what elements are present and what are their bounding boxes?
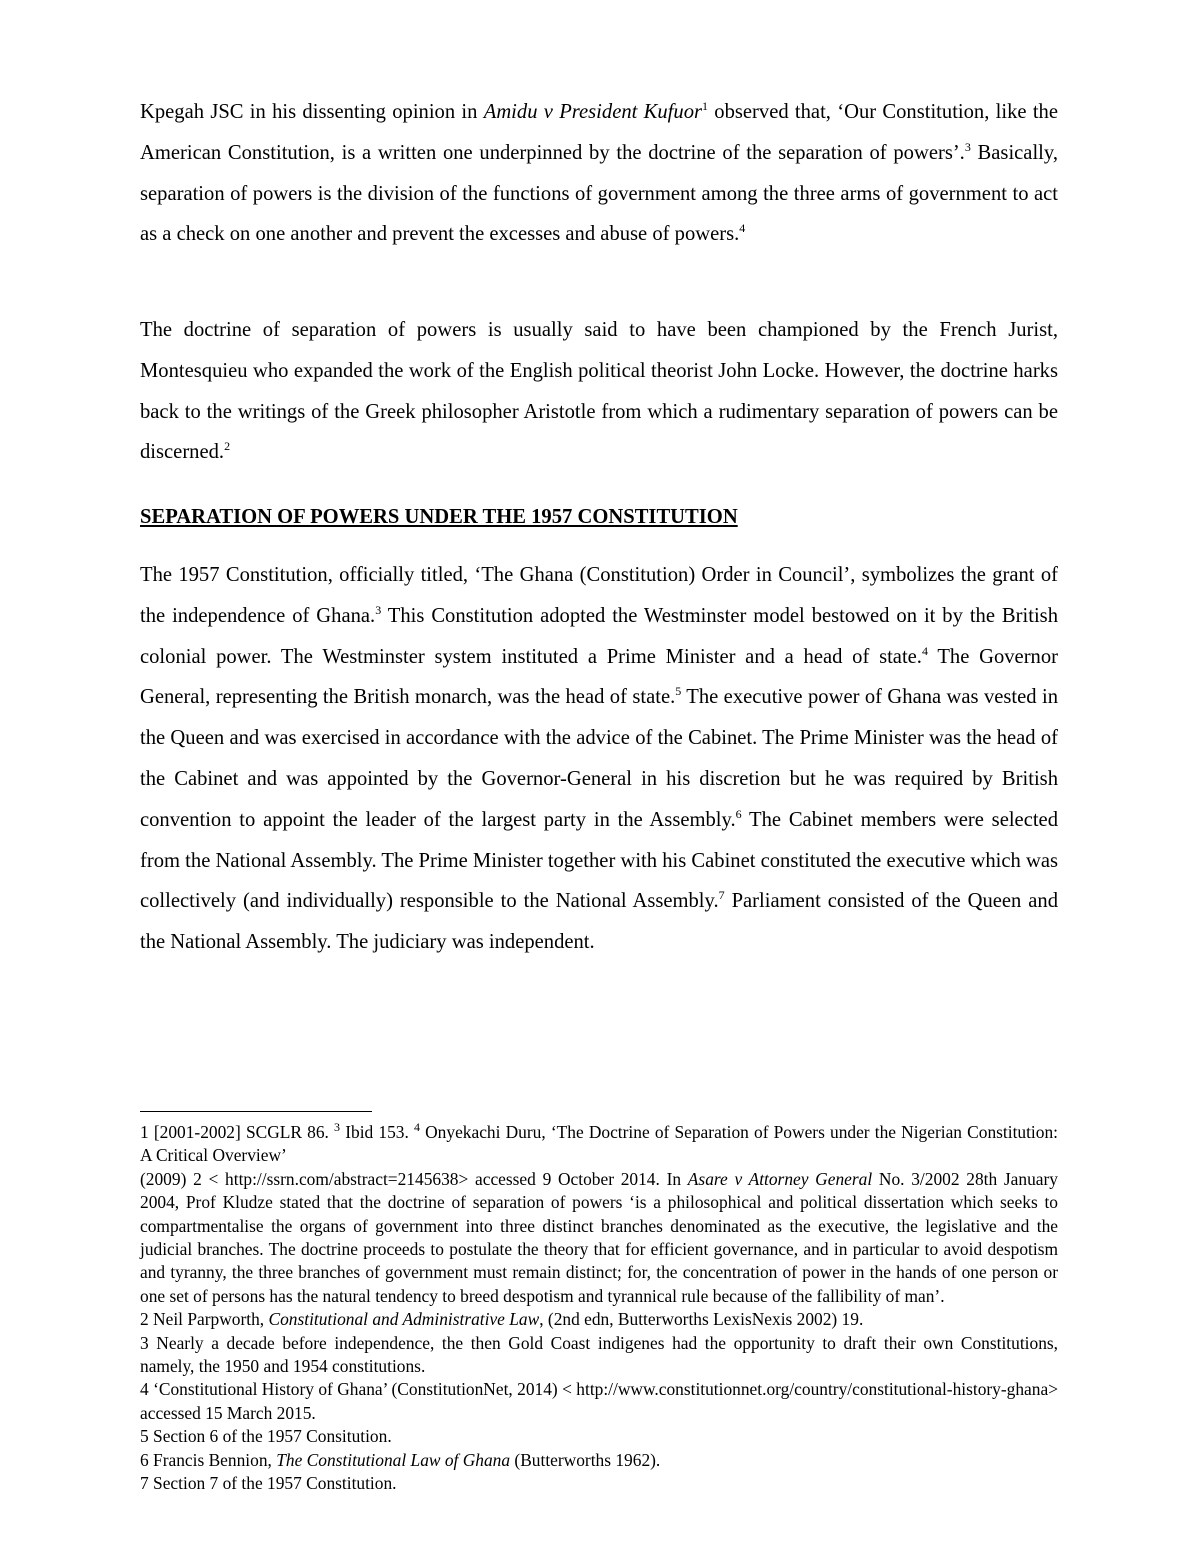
book-title: The Constitutional Law of Ghana bbox=[276, 1449, 511, 1470]
case-name: Amidu v President Kufuor bbox=[483, 101, 703, 123]
footnote-3: 3 Nearly a decade before independence, the then Gold Coast indigenes had the opportunity to draft their own Constitutions, namely, the 1950 and 1954 constitutions. bbox=[140, 1332, 1058, 1377]
case-name: Asare v Attorney General bbox=[687, 1168, 873, 1189]
footnote-1 bbox=[140, 1121, 1058, 1168]
footnote-ref[interactable]: 6 bbox=[735, 806, 742, 821]
text-span: Ibid 153. bbox=[340, 1122, 414, 1142]
footnote-separator bbox=[140, 1111, 372, 1112]
paragraph-1957-constitution bbox=[140, 555, 1058, 963]
footnote-2 bbox=[140, 1308, 1058, 1331]
text-span: (2009) 2 < http://ssrn.com/abstract=2145638> accessed 9 October 2014. In bbox=[140, 1168, 688, 1189]
text-span: Parliament consisted of the Queen and the National Assembly. The judiciary was independent. bbox=[140, 890, 1058, 954]
footnote-ref[interactable]: 3 bbox=[375, 602, 382, 617]
text-span: (Butterworths 1962). bbox=[510, 1449, 661, 1470]
footnote-ref[interactable]: 5 bbox=[675, 684, 682, 699]
footnote-7: 7 Section 7 of the 1957 Constitution. bbox=[140, 1473, 397, 1494]
footnote-4: 4 ‘Constitutional History of Ghana’ (ConstitutionNet, 2014) < http://www.constitutionnet.org/country/constitutional-history-ghana> accessed 15 March 2015. bbox=[140, 1379, 1058, 1423]
text-span: This Constitution adopted the Westminster model bestowed on it by the British colonial power. The Westminster system instituted a Prime Minister and a head of state. bbox=[140, 604, 1058, 668]
footnote-6 bbox=[140, 1449, 1058, 1472]
footnote-ref[interactable]: 4 bbox=[739, 221, 746, 236]
text-span: 2 Neil Parpworth, bbox=[140, 1309, 269, 1330]
paragraph-history bbox=[140, 310, 1058, 473]
text-span: Onyekachi Duru, ‘The Doctrine of Separation of Powers under the Nigerian Constitution: A Critical Overview’ bbox=[140, 1122, 1058, 1166]
book-title: Constitutional and Administrative Law bbox=[268, 1309, 540, 1330]
footnote-ref: 4 bbox=[413, 1120, 420, 1135]
footnotes-section bbox=[140, 1121, 1058, 1496]
footnote-5: 5 Section 6 of the 1957 Consitution. bbox=[140, 1426, 392, 1447]
footnote-ref[interactable]: 2 bbox=[224, 439, 231, 454]
text-span: The 1957 Constitution, officially titled, ‘The Ghana (Constitution) Order in Council’, symbolizes the grant of the independence of Ghana. bbox=[140, 564, 1058, 627]
text-span: 1 [2001-2002] SCGLR 86. bbox=[140, 1122, 335, 1142]
paragraph-intro bbox=[140, 92, 1058, 255]
text-span: Kpegah JSC in his dissenting opinion in bbox=[140, 101, 484, 123]
text-span: The executive power of Ghana was vested in the Queen and was exercised in accordance with the advice of the Cabinet. The Prime Minister was the head of the Cabinet and was appointed by the Governor-General in his discretion but he was required by British convention to appoint the leader of the largest party in the Assembly. bbox=[140, 686, 1058, 831]
section-heading: SEPARATION OF POWERS UNDER THE 1957 CONSTITUTION bbox=[140, 506, 738, 528]
text-span: No. 3/2002 28th January 2004, Prof Kludze stated that the doctrine of separation of powers ‘is a philosophical and political dissertation which seeks to compartmentalise the organs of government into three distinct branches denominated as the executive, the legislative and the judicial branches. The doctrine proceeds to postulate the theory that for efficient governance, and in particular to avoid despotism and tyranny, the three branches of government must remain distinct; for, the concentration of power in the hands of one person or one set of persons has the natural tendency to breed despotism and tyrannical rule because of the fallibility of man’. bbox=[140, 1168, 1059, 1306]
text-span: , (2nd edn, Butterworths LexisNexis 2002) 19. bbox=[539, 1309, 864, 1330]
footnote-ref[interactable]: 3 bbox=[964, 139, 971, 154]
footnote-1-continued bbox=[140, 1168, 1058, 1308]
text-span: Basically, separation of powers is the division of the functions of government among the three arms of government to act as a check on one another and prevent the excesses and abuse of powers. bbox=[140, 141, 1058, 246]
text-span: observed that, ‘Our Constitution, like the American Constitution, is a written one underpinned by the doctrine of the separation of powers’. bbox=[140, 101, 1058, 164]
text-span: 6 Francis Bennion, bbox=[140, 1449, 277, 1470]
footnote-ref: 3 bbox=[334, 1120, 341, 1135]
text-span: The Cabinet members were selected from the National Assembly. The Prime Minister together with his Cabinet constituted the executive which was collectively (and individually) responsible to the National Assembly. bbox=[140, 808, 1058, 913]
footnote-ref[interactable]: 4 bbox=[921, 643, 928, 658]
footnote-ref[interactable]: 7 bbox=[718, 888, 725, 903]
text-span: The Governor General, representing the British monarch, was the head of state. bbox=[140, 645, 1059, 709]
text-span: The doctrine of separation of powers is usually said to have been championed by the French Jurist, Montesquieu who expanded the work of the English political theorist John Locke. However, the doctrine harks back to the writings of the Greek philosopher Aristotle from which a rudimentary separation of powers can be discerned. bbox=[140, 319, 1058, 464]
footnote-ref[interactable]: 1 bbox=[702, 99, 709, 114]
